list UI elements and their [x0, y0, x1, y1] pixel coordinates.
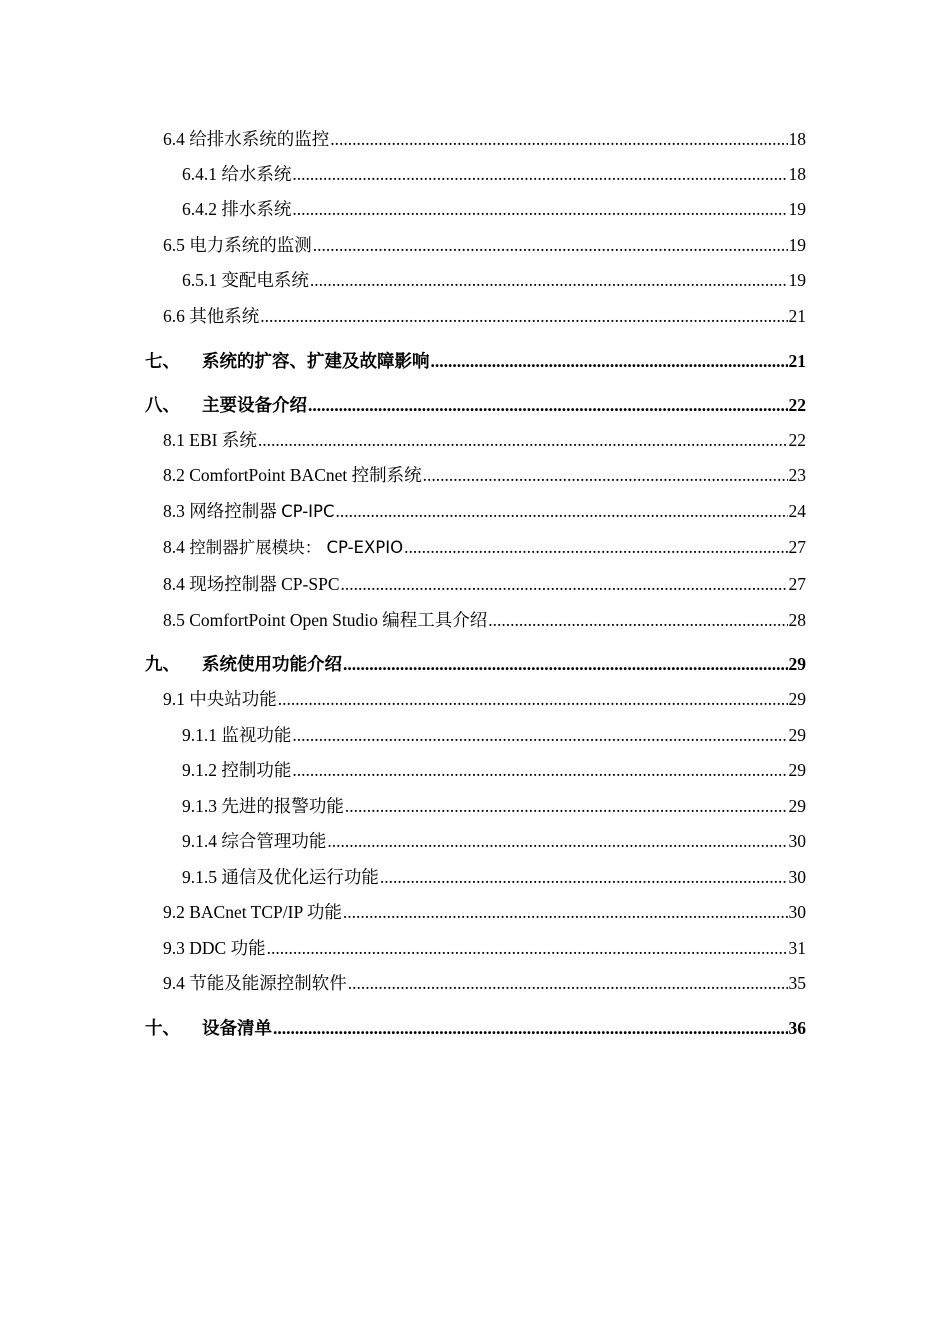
toc-entry[interactable]: [182, 196, 806, 221]
toc-page-number: 18: [788, 164, 806, 184]
toc-entry-number: 8.4: [163, 537, 190, 557]
toc-entry-label: 6.6 其他系统: [163, 306, 260, 326]
dot-leader: [343, 654, 788, 675]
toc-page-number: 30: [788, 831, 806, 851]
toc-entry-label: 8.3 网络控制器: [163, 501, 282, 521]
toc-page-number: 21: [788, 351, 806, 371]
toc-entry[interactable]: [182, 161, 806, 186]
dot-leader: [343, 902, 788, 923]
toc-page-number: 29: [788, 796, 806, 816]
toc-entry-label: 9.1.1 监视功能: [182, 725, 292, 745]
dot-leader: [380, 867, 788, 888]
toc-chapter-entry[interactable]: [145, 651, 806, 676]
toc-entry[interactable]: [163, 498, 806, 523]
dot-leader: [273, 1018, 788, 1039]
toc-entry-label: 8.5 ComfortPoint Open Studio 编程工具介绍: [163, 610, 488, 630]
toc-entry-label: 6.4.2 排水系统: [182, 199, 292, 219]
chapter-number: 十、: [145, 1018, 180, 1038]
toc-page-number: 28: [788, 610, 806, 630]
chapter-number: 九、: [145, 654, 180, 674]
toc-entry[interactable]: [163, 427, 806, 452]
toc-entry-label: 系统使用功能介绍: [202, 654, 342, 674]
toc-page-number: 19: [788, 270, 806, 290]
toc-entry-label: 6.5 电力系统的监测: [163, 235, 312, 255]
toc-entry[interactable]: [163, 303, 806, 328]
dot-leader: [431, 351, 788, 372]
toc-page-number: 35: [788, 973, 806, 993]
toc-entry-label: 控制器扩展模块： CP-EXPIO: [189, 538, 404, 557]
toc-entry-label: 主要设备介绍: [202, 395, 307, 415]
toc-entry-label: 6.4 给排水系统的监控: [163, 129, 330, 149]
toc-chapter-entry[interactable]: [145, 392, 806, 417]
toc-page-number: 31: [788, 938, 806, 958]
toc-page-number: 29: [788, 689, 806, 709]
dot-leader: [313, 235, 788, 256]
toc-page-number: 27: [788, 574, 806, 594]
dot-leader: [260, 306, 787, 327]
dot-leader: [348, 973, 788, 994]
toc-page-number: 19: [788, 235, 806, 255]
toc-chapter-entry[interactable]: [145, 348, 806, 373]
toc-page-number: 27: [788, 537, 806, 557]
dot-leader: [292, 725, 787, 746]
dot-leader: [341, 574, 788, 595]
toc-entry[interactable]: [163, 232, 806, 257]
toc-entry-label: 9.1.4 综合管理功能: [182, 831, 327, 851]
dot-leader: [308, 395, 788, 416]
dot-leader: [404, 537, 787, 558]
toc-page-number: 29: [788, 654, 806, 674]
toc-entry-label: 8.4 现场控制器 CP-SPC: [163, 574, 340, 594]
dot-leader: [310, 270, 788, 291]
toc-page-number: 24: [788, 501, 806, 521]
toc-entry-label: 6.5.1 变配电系统: [182, 270, 309, 290]
chapter-number: 七、: [145, 351, 180, 371]
dot-leader: [488, 610, 787, 631]
toc-page-number: 30: [788, 902, 806, 922]
toc-page-number: 30: [788, 867, 806, 887]
toc-entry-model: CP-IPC: [281, 502, 335, 521]
dot-leader: [336, 501, 788, 522]
toc-entry[interactable]: [163, 607, 806, 632]
toc-entry[interactable]: [163, 534, 806, 558]
toc-entry[interactable]: [163, 571, 806, 596]
toc-page-number: 36: [788, 1018, 806, 1038]
dot-leader: [345, 796, 788, 817]
dot-leader: [292, 164, 787, 185]
dot-leader: [292, 760, 787, 781]
toc-page-number: 19: [788, 199, 806, 219]
dot-leader: [267, 938, 788, 959]
toc-page-number: 23: [788, 465, 806, 485]
toc-entry[interactable]: [182, 722, 806, 747]
toc-entry-label: 9.1 中央站功能: [163, 689, 277, 709]
toc-entry-label: 9.3 DDC 功能: [163, 938, 266, 958]
toc-entry[interactable]: [163, 970, 806, 995]
toc-entry-label: 9.2 BACnet TCP/IP 功能: [163, 902, 342, 922]
toc-entry-label: 8.1 EBI 系统: [163, 430, 257, 450]
dot-leader: [292, 199, 787, 220]
toc-page-number: 29: [788, 725, 806, 745]
toc-entry[interactable]: [163, 935, 806, 960]
toc-entry[interactable]: [163, 899, 806, 924]
dot-leader: [327, 831, 787, 852]
dot-leader: [258, 430, 788, 451]
toc-page-number: 18: [788, 129, 806, 149]
toc-entry[interactable]: [182, 793, 806, 818]
toc-page-number: 22: [788, 395, 806, 415]
toc-entry[interactable]: [182, 757, 806, 782]
toc-entry[interactable]: [182, 828, 806, 853]
toc-entry[interactable]: [163, 462, 806, 487]
toc-entry[interactable]: [182, 864, 806, 889]
toc-entry[interactable]: [163, 686, 806, 711]
dot-leader: [278, 689, 788, 710]
dot-leader: [423, 465, 788, 486]
toc-entry-label: 9.4 节能及能源控制软件: [163, 973, 347, 993]
toc-chapter-entry[interactable]: [145, 1015, 806, 1040]
toc-page-number: 22: [788, 430, 806, 450]
toc-page-number: 29: [788, 760, 806, 780]
toc-entry[interactable]: [182, 267, 806, 292]
toc-entry-label: 设备清单: [202, 1018, 272, 1038]
toc-entry-label: 9.1.3 先进的报警功能: [182, 796, 344, 816]
toc-entry-label: 系统的扩容、扩建及故障影响: [202, 351, 430, 371]
chapter-number: 八、: [145, 395, 180, 415]
toc-entry-label: 9.1.5 通信及优化运行功能: [182, 867, 379, 887]
toc-entry-label: 9.1.2 控制功能: [182, 760, 292, 780]
toc-entry-label: 6.4.1 给水系统: [182, 164, 292, 184]
toc-entry[interactable]: [163, 126, 806, 151]
toc-page-number: 21: [788, 306, 806, 326]
toc-entry-label: 8.2 ComfortPoint BACnet 控制系统: [163, 465, 422, 485]
dot-leader: [330, 129, 787, 150]
